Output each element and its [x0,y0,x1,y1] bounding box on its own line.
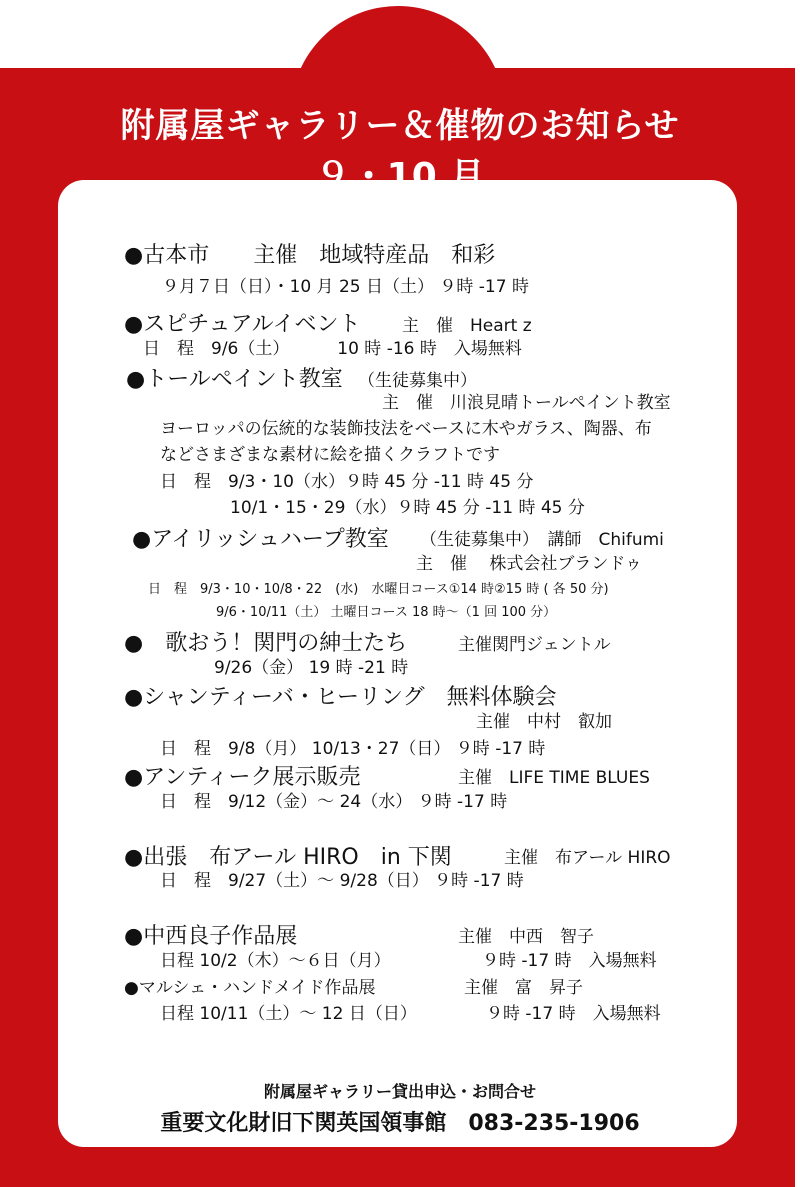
event-organizer: 主催 富 昇子 [464,978,583,998]
event-detail: 9/26（金） 19 時 -21 時 [214,658,409,678]
event-organizer: 主催 中西 智子 [458,927,594,947]
event-detail: ９月７日（日）・10 月 25 日（土） ９時 -17 時 [162,277,529,297]
event-detail: 日 程 9/6（土） 10 時 -16 時 入場無料 [143,339,522,359]
footer-inquiry: 附属屋ギャラリー貸出申込・お問合せ [263,1082,536,1101]
event-title: ●トールペイント教室 [126,367,343,392]
event-title: ●アンティーク展示販売 [124,765,361,790]
event-organizer: 主 催 株式会社ブランドゥ [416,554,642,574]
footer-contact: 重要文化財旧下関英国領事館 083-235-1906 [160,1111,640,1136]
event-organizer: 主催 中村 叡加 [476,712,612,732]
months-title: ９・10 月 [314,156,486,197]
event-title: ● 歌おう！関門の紳士たち [124,631,408,656]
event-note: （生徒募集中） [358,371,477,391]
event-organizer: 主 催 川浪見晴トールペイント教室 [382,393,671,413]
event-detail: 9/6・10/11（土） 土曜日コース 18 時～（1 回 100 分） [216,605,557,620]
event-detail: ９時 -17 時 入場無料 [486,1004,661,1024]
event-title: ●スピチュアルイベント [124,312,361,337]
event-detail: などさまざまな素材に絵を描くクラフトです [160,445,500,465]
event-detail: 日 程 9/8（月） 10/13・27（日） ９時 -17 時 [160,739,546,759]
event-organizer: 主催 布アール HIRO [504,848,671,868]
event-title: ●シャンティーバ・ヒーリング 無料体験会 [124,685,557,710]
event-note: （生徒募集中） 講師 Chifumi [420,530,664,550]
event-detail: 日程 10/11（土）～ 12 日（日） [160,1004,417,1024]
event-title: ●出張 布アール HIRO in 下関 [124,845,452,870]
event-detail: ９時 -17 時 入場無料 [482,951,657,971]
event-organizer: 主 催 Heart z [402,316,532,336]
event-detail: 日 程 9/3・10（水）９時 45 分 -11 時 45 分 [160,472,534,492]
event-detail: 日程 10/2（木）～６日（月） [160,951,391,971]
event-title: ●古本市 主催 地域特産品 和彩 [124,243,496,268]
event-detail: 日 程 9/12（金）～ 24（水） ９時 -17 時 [160,792,508,812]
event-detail: 日 程 9/27（土）～ 9/28（日） ９時 -17 時 [160,871,524,891]
event-organizer: 主催 LIFE TIME BLUES [458,768,650,788]
event-detail: ヨーロッパの伝統的な装飾技法をベースに木やガラス、陶器、布 [160,419,652,439]
event-detail: 10/1・15・29（水）９時 45 分 -11 時 45 分 [230,498,585,518]
event-title: ●アイリッシュハープ教室 [132,527,389,552]
page-title: 附属屋ギャラリー＆催物のお知らせ [120,106,680,146]
event-detail: 日 程 9/3・10・10/8・22 (水) 水曜日コース①14 時②15 時 ( 各 50 分) [148,582,609,597]
event-title: ●中西良子作品展 [124,924,298,949]
event-organizer: 主催関門ジェントル [458,635,611,655]
event-title: ●マルシェ・ハンドメイド作品展 [124,978,376,998]
